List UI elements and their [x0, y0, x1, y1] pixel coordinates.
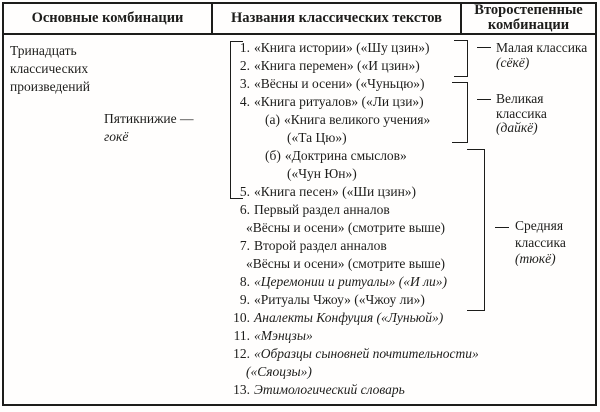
header-text-names: Названия классических текстов: [213, 4, 462, 35]
middle-classics-bracket: [467, 149, 485, 311]
text-item: [228, 327, 528, 345]
five-classics-label: [104, 110, 194, 146]
great-classics-connector: [477, 99, 491, 100]
item-text: «Книга ритуалов» («Ли цзи»): [254, 94, 424, 109]
text-item: [228, 93, 528, 111]
classics-group-label: [496, 41, 588, 70]
item-marker: 11.: [233, 328, 250, 343]
classics-group-name: Средняя классика: [515, 218, 566, 250]
item-text: «Вёсны и осени» (смотрите выше): [246, 220, 446, 235]
item-text: («Сяоцзы»): [246, 364, 312, 379]
text-item: [228, 39, 528, 57]
item-marker: 10.: [233, 310, 250, 325]
text-item: [228, 381, 528, 399]
great-classics-bracket: [452, 82, 468, 143]
classics-group-name: Великая классика: [496, 91, 547, 121]
classics-group-label: [496, 92, 588, 136]
table-header-row: [4, 4, 595, 35]
item-text: «Образцы сыновней почтительности»: [254, 346, 479, 361]
item-marker: 13.: [233, 382, 250, 397]
item-text: Этимологический словарь: [254, 382, 405, 397]
item-text: «Мэнцзы»: [254, 328, 313, 343]
item-text: «Книга перемен» («И цзин»): [254, 58, 420, 73]
text-item: [228, 57, 528, 75]
classics-group-romanization: (дайкё): [496, 120, 538, 135]
item-marker: 5.: [239, 184, 250, 199]
text-item: [228, 345, 528, 363]
header-secondary-combinations: Второстепенные комбинации: [462, 4, 595, 35]
item-marker: (а): [265, 112, 280, 127]
text-item: [228, 363, 528, 381]
classics-group-romanization: (тюкё): [515, 251, 556, 266]
item-text: «Вёсны и осени» («Чуньцю»): [254, 76, 425, 91]
minor-classics-connector: [477, 47, 491, 48]
item-marker: 4.: [239, 94, 250, 109]
item-marker: 3.: [239, 76, 250, 91]
item-text: («Чун Юн»): [287, 166, 357, 181]
five-classics-name: Пятикнижие —: [104, 111, 194, 126]
five-classics-romanization: гокё: [104, 129, 129, 144]
item-text: «Церемонии и ритуалы» («И ли»): [254, 274, 448, 289]
thirteen-classics-label: Тринадцать классических произведений: [10, 43, 90, 94]
item-text: «Книга великого учения»: [283, 112, 431, 127]
item-text: «Ритуалы Чжоу» («Чжоу ли»): [254, 292, 425, 307]
classics-group-romanization: (сёкё): [496, 54, 530, 70]
classics-group-name: Малая классика: [496, 40, 588, 55]
item-text: Второй раздел анналов: [254, 238, 387, 253]
item-marker: 8.: [239, 274, 250, 289]
middle-classics-connector: [495, 227, 509, 228]
item-text: «Книга песен» («Ши цзин»): [254, 184, 417, 199]
item-marker: 2.: [239, 58, 250, 73]
minor-classics-bracket: [454, 40, 468, 77]
item-marker: 7.: [239, 238, 250, 253]
item-marker: 1.: [239, 40, 250, 55]
item-marker: 9.: [239, 292, 250, 307]
item-text: Первый раздел анналов: [254, 202, 390, 217]
item-text: «Доктрина смыслов»: [284, 148, 407, 163]
header-main-combinations: Основные комбинации: [4, 4, 213, 35]
item-text: «Вёсны и осени» (смотрите выше): [246, 256, 446, 271]
item-text: Аналекты Конфуция («Луньюй»): [254, 310, 444, 325]
item-text: («Та Цю»): [287, 130, 347, 145]
text-item: [228, 75, 528, 93]
item-marker: (б): [265, 148, 281, 163]
text-item: [228, 111, 528, 129]
text-item: [228, 309, 528, 327]
classics-group-label: [515, 218, 600, 268]
item-marker: 12.: [233, 346, 250, 361]
item-text: «Книга истории» («Шу цзин»): [254, 40, 430, 55]
text-item: [228, 129, 528, 147]
item-marker: 6.: [239, 202, 250, 217]
